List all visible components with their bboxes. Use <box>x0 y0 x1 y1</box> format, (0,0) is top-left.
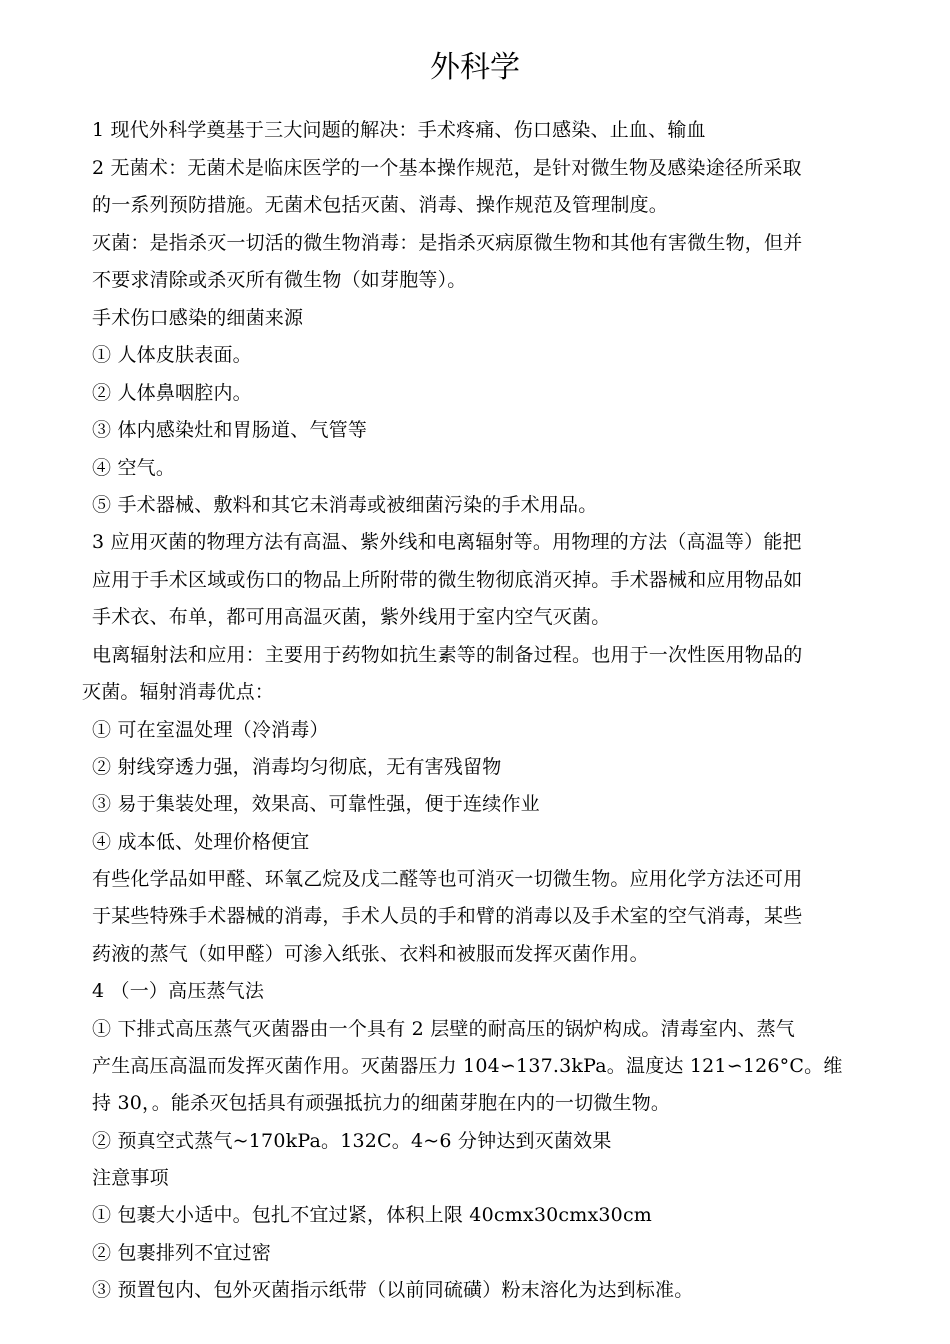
text-line: 注意事项 <box>92 1167 169 1189</box>
text-line: 的一系列预防措施。无菌术包括灭菌、消毒、操作规范及管理制度。 <box>92 194 669 216</box>
text-line: 于某些特殊手术器械的消毒，手术人员的手和臂的消毒以及手术室的空气消毒，某些 <box>92 905 803 927</box>
text-line: 手术衣、布单，都可用高温灭菌，紫外线用于室内空气灭菌。 <box>92 606 611 628</box>
list-item: ③ 易于集装处理，效果高、可靠性强，便于连续作业 <box>92 793 540 815</box>
list-item: ⑤ 手术器械、敷料和其它未消毒或被细菌污染的手术用品。 <box>92 494 598 516</box>
list-item: ① 包裹大小适中。包扎不宜过紧，体积上限 40cmx30cmx30cm <box>92 1204 653 1226</box>
text-line: 灭菌。辐射消毒优点： <box>82 681 275 703</box>
list-item: ① 可在室温处理（冷消毒） <box>92 719 329 741</box>
text-line: 3 应用灭菌的物理方法有高温、紫外线和电离辐射等。用物理的方法（高温等）能把 <box>92 531 802 553</box>
text-line: 药液的蒸气（如甲醛）可渗入纸张、衣料和被服而发挥灭菌作用。 <box>92 943 649 965</box>
list-item: ② 预真空式蒸气~170kPa。132C。4~6 分钟达到灭菌效果 <box>92 1130 612 1152</box>
text-line: 应用于手术区域或伤口的物品上所附带的微生物彻底消灭掉。手术器械和应用物品如 <box>92 569 803 591</box>
list-item: ② 射线穿透力强，消毒均匀彻底，无有害残留物 <box>92 756 502 778</box>
text-line: 1 现代外科学奠基于三大问题的解决：手术疼痛、伤口感染、止血、输血 <box>92 119 706 141</box>
list-item: ④ 空气。 <box>92 457 176 479</box>
text-line: 2 无菌术：无菌术是临床医学的一个基本操作规范，是针对微生物及感染途径所采取 <box>92 157 802 179</box>
list-item: ③ 体内感染灶和胃肠道、气管等 <box>92 419 368 441</box>
list-item: ② 人体鼻咽腔内。 <box>92 382 252 404</box>
list-item: ② 包裹排列不宜过密 <box>92 1242 272 1264</box>
text-line: 有些化学品如甲醛、环氧乙烷及戊二醛等也可消灭一切微生物。应用化学方法还可用 <box>92 868 803 890</box>
list-item: ① 人体皮肤表面。 <box>92 344 252 366</box>
text-line: 灭菌：是指杀灭一切活的微生物消毒：是指杀灭病原微生物和其他有害微生物，但并 <box>92 232 803 254</box>
list-item: ① 下排式高压蒸气灭菌器由一个具有 2 层壁的耐高压的锅炉构成。清毒室内、蒸气 <box>92 1018 796 1040</box>
page-title: 外科学 <box>430 50 520 85</box>
text-line: 持 30，。能杀灭包括具有顽强抵抗力的细菌芽胞在内的一切微生物。 <box>92 1092 671 1114</box>
text-line: 电离辐射法和应用：主要用于药物如抗生素等的制备过程。也用于一次性医用物品的 <box>92 644 803 666</box>
text-line: 不要求清除或杀灭所有微生物（如芽胞等）。 <box>92 269 467 291</box>
list-item: ④ 成本低、处理价格便宜 <box>92 831 310 853</box>
text-line: 4 （一）高压蒸气法 <box>92 980 265 1002</box>
text-line: 产生高压高温而发挥灭菌作用。灭菌器压力 104∽137.3kPa。温度达 121∽126°C。维 <box>92 1055 843 1077</box>
list-item: ③ 预置包内、包外灭菌指示纸带（以前同硫磺）粉末溶化为达到标准。 <box>92 1279 694 1301</box>
text-line: 手术伤口感染的细菌来源 <box>92 307 304 329</box>
